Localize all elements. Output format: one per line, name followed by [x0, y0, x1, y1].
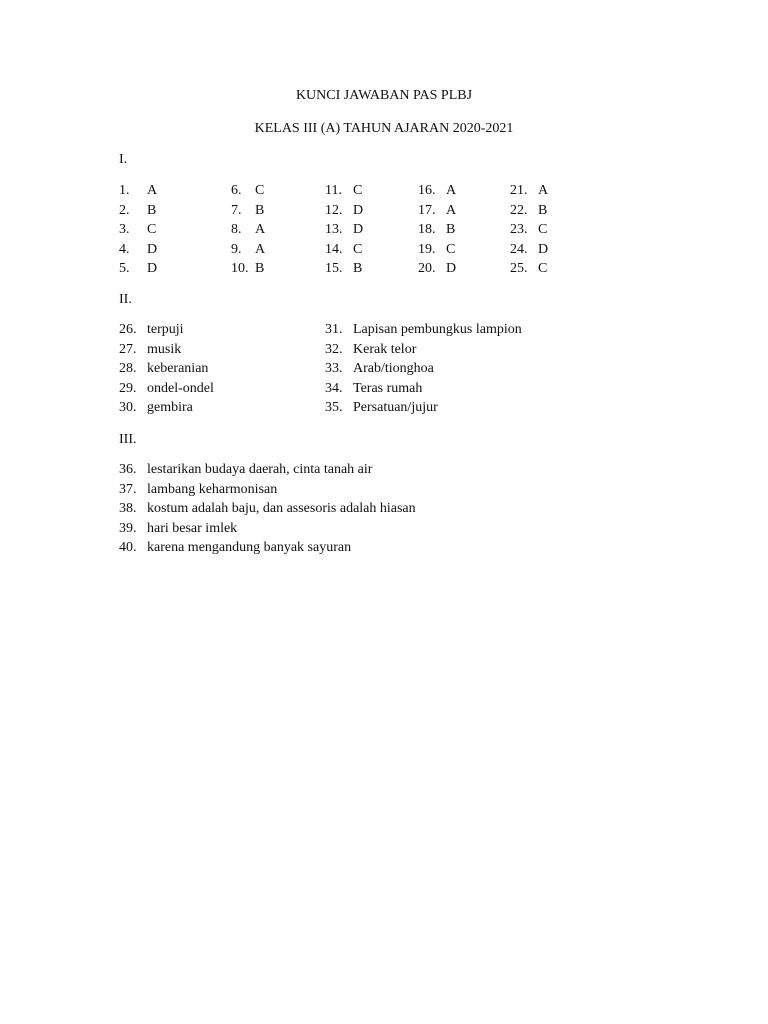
question-number: 16.: [418, 183, 436, 198]
question-number: 32.: [325, 341, 343, 357]
answer-letter: A: [255, 222, 266, 237]
answer-text: Lapisan pembungkus lampion: [353, 322, 522, 337]
answer-letter: C: [538, 261, 548, 276]
question-number: 37.: [119, 481, 137, 497]
question-number: 1.: [119, 183, 130, 198]
question-number: 6.: [231, 183, 242, 198]
question-number: 3.: [119, 222, 130, 237]
question-number: 17.: [418, 202, 436, 218]
question-number: 5.: [119, 261, 130, 276]
answer-letter: B: [446, 222, 456, 237]
question-number: 35.: [325, 400, 343, 415]
question-number: 2.: [119, 202, 130, 218]
answer-letter: C: [538, 222, 548, 237]
answer-letter: D: [353, 202, 364, 218]
answer-text: Persatuan/jujur: [353, 400, 438, 415]
question-number: 39.: [119, 520, 137, 536]
question-number: 24.: [510, 241, 528, 257]
answer-letter: D: [147, 261, 158, 276]
question-number: 9.: [231, 241, 242, 257]
question-number: 40.: [119, 540, 137, 555]
question-number: 33.: [325, 361, 343, 376]
answer-text: hari besar imlek: [147, 520, 238, 536]
answer-text: keberanian: [147, 361, 209, 376]
question-number: 28.: [119, 361, 137, 376]
answer-text: karena mengandung banyak sayuran: [147, 540, 352, 555]
answer-text: Teras rumah: [353, 380, 423, 396]
question-number: 25.: [510, 261, 528, 276]
answer-letter: B: [255, 202, 265, 218]
question-number: 12.: [325, 202, 343, 218]
answer-letter: C: [255, 183, 265, 198]
answer-text: lambang keharmonisan: [147, 481, 278, 497]
answer-letter: D: [446, 261, 457, 276]
question-number: 13.: [325, 222, 343, 237]
question-number: 20.: [418, 261, 436, 276]
document-subtitle: KELAS III (A) TAHUN AJARAN 2020-2021: [254, 121, 514, 136]
question-number: 10.: [231, 261, 249, 276]
answer-letter: A: [446, 202, 457, 218]
question-number: 7.: [231, 202, 242, 218]
question-number: 19.: [418, 241, 436, 257]
question-number: 11.: [325, 183, 342, 198]
question-number: 29.: [119, 380, 137, 396]
answer-letter: D: [538, 241, 549, 257]
answer-letter: C: [446, 241, 456, 257]
question-number: 18.: [418, 222, 436, 237]
answer-text: kostum adalah baju, dan assesoris adalah hiasan: [147, 501, 416, 516]
answer-text: lestarikan budaya daerah, cinta tanah air: [147, 462, 373, 477]
answer-text: Kerak telor: [353, 341, 417, 357]
answer-letter: B: [255, 261, 265, 276]
section-heading-essay: III.: [119, 432, 137, 447]
question-number: 8.: [231, 222, 242, 237]
answer-letter: D: [147, 241, 158, 257]
question-number: 23.: [510, 222, 528, 237]
answer-letter: A: [446, 183, 457, 198]
answer-letter: D: [353, 222, 364, 237]
answer-text: ondel-ondel: [147, 380, 214, 396]
answer-letter: C: [353, 241, 363, 257]
question-number: 4.: [119, 241, 130, 257]
question-number: 38.: [119, 501, 137, 516]
answer-text: terpuji: [147, 322, 184, 337]
question-number: 27.: [119, 341, 137, 357]
answer-letter: B: [353, 261, 363, 276]
question-number: 14.: [325, 241, 343, 257]
question-number: 15.: [325, 261, 343, 276]
section-heading-multiple-choice: I.: [119, 152, 128, 167]
section-heading-short-answer: II.: [119, 292, 132, 307]
question-number: 21.: [510, 183, 528, 198]
question-number: 26.: [119, 322, 137, 337]
answer-text: gembira: [147, 400, 193, 415]
answer-letter: B: [538, 202, 548, 218]
answer-letter: B: [147, 202, 157, 218]
question-number: 34.: [325, 380, 343, 396]
answer-letter: A: [147, 183, 158, 198]
question-number: 30.: [119, 400, 137, 415]
question-number: 36.: [119, 462, 137, 477]
answer-letter: A: [255, 241, 266, 257]
answer-letter: C: [353, 183, 363, 198]
answer-text: musik: [147, 341, 182, 357]
question-number: 22.: [510, 202, 528, 218]
answer-letter: C: [147, 222, 157, 237]
answer-text: Arab/tionghoa: [353, 361, 434, 376]
document-title: KUNCI JAWABAN PAS PLBJ: [295, 88, 473, 103]
question-number: 31.: [325, 322, 343, 337]
answer-letter: A: [538, 183, 549, 198]
